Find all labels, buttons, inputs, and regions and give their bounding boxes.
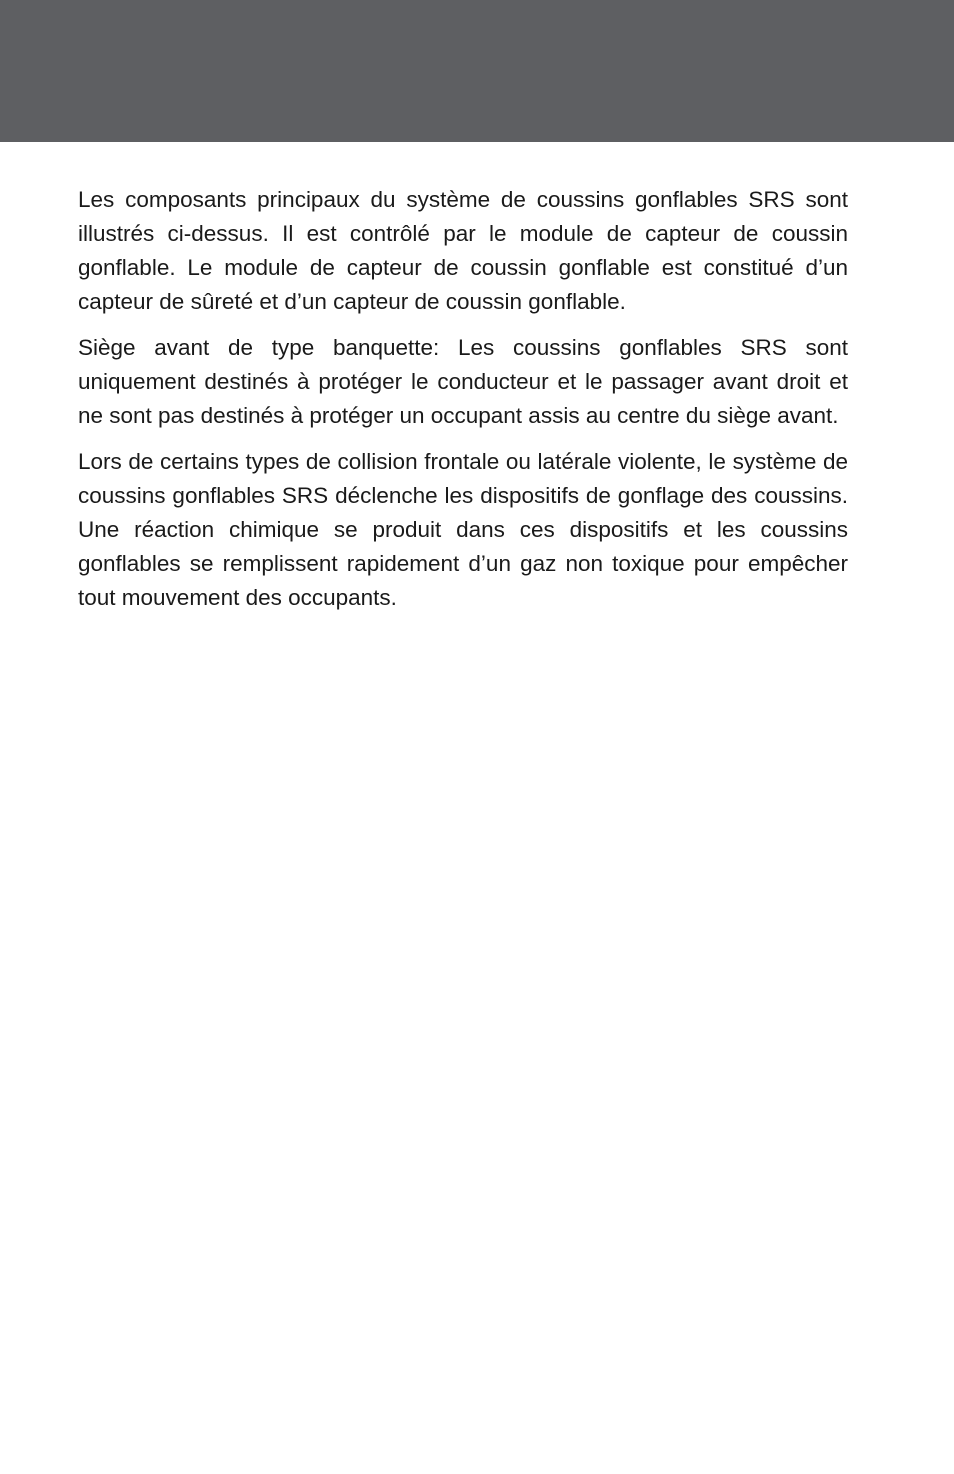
paragraph-bench-seat: Siège avant de type banquette: Les coussins gonflables SRS sont uniquement destinés à protéger le conducteur et le passager avant droit et ne sont pas destinés à protéger un occupant assis au centre du siège avant. (78, 335, 848, 428)
body-text (78, 183, 848, 627)
paragraph-components: Les composants principaux du système de coussins gonflables SRS sont illustrés ci-dessus. Il est contrôlé par le module de capteur de coussin gonflable. Le module de capteur de coussin gonflable est constitué d’un capteur de sûreté et d’un capteur de coussin gonflable. (78, 187, 848, 314)
paragraph-collision: Lors de certains types de collision frontale ou latérale violente, le système de coussins gonflables SRS déclenche les dispositifs de gonflage des coussins. Une réaction chimique se produit dans ces dispositifs et les coussins gonflables se remplissent rapidement d’un gaz non toxique pour empêcher tout mouvement des occupants. (78, 449, 848, 610)
header-band (0, 0, 954, 142)
